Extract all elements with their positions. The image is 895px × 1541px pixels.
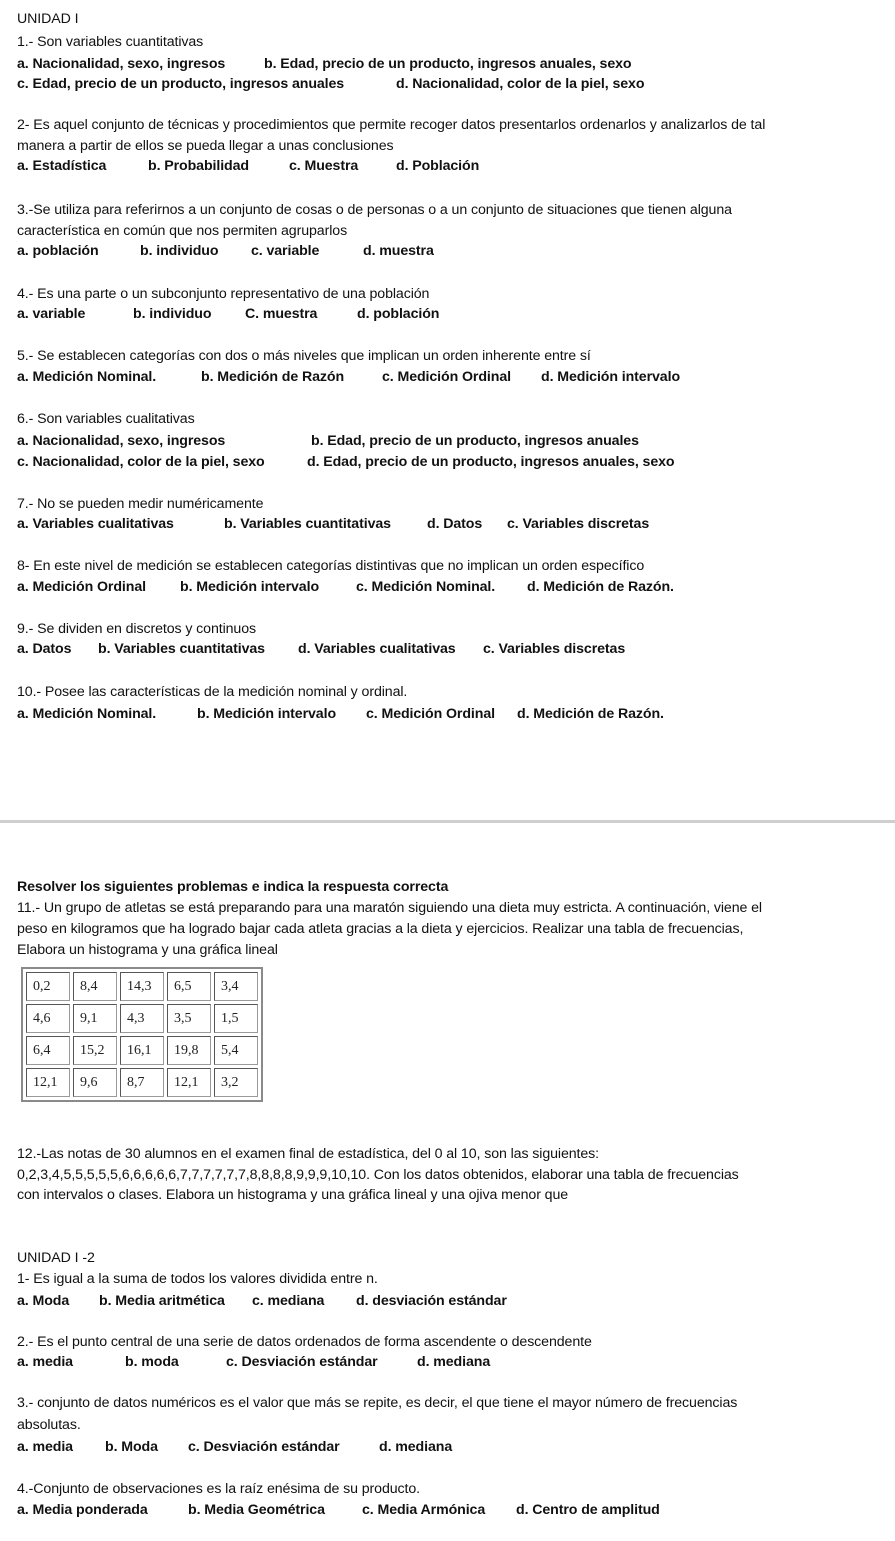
option[interactable]: d. Nacionalidad, color de la piel, sexo xyxy=(396,76,645,92)
table-cell: 3,5 xyxy=(167,1004,211,1033)
table-cell: 12,1 xyxy=(167,1068,211,1097)
table-cell: 15,2 xyxy=(73,1036,117,1065)
table-cell: 5,4 xyxy=(214,1036,258,1065)
problem-12-line1: 12.-Las notas de 30 alumnos en el examen final de estadística, del 0 al 10, son las siguientes: xyxy=(17,1146,600,1162)
option[interactable]: d. Medición de Razón. xyxy=(527,579,674,595)
unit-title: UNIDAD I xyxy=(17,11,79,27)
question-4-text: 4.- Es una parte o un subconjunto representativo de una población xyxy=(17,286,430,302)
table-cell: 4,6 xyxy=(26,1004,70,1033)
question-3-text-line1: 3.-Se utiliza para referirnos a un conjunto de cosas o de personas o a un conjunto de situaciones que tienen alguna xyxy=(17,202,732,218)
u2-question-3-text-line2: absolutas. xyxy=(17,1417,81,1433)
table-cell: 3,2 xyxy=(214,1068,258,1097)
option[interactable]: c. Medición Ordinal xyxy=(382,369,511,385)
option[interactable]: a. media xyxy=(17,1354,73,1370)
u2-question-4-options xyxy=(17,1501,660,1519)
table-cell: 8,4 xyxy=(73,972,117,1001)
question-4-options xyxy=(17,305,439,323)
option[interactable]: b. Variables cuantitativas xyxy=(224,516,391,532)
option[interactable]: c. Nacionalidad, color de la piel, sexo xyxy=(17,454,265,470)
table-row xyxy=(26,972,258,1001)
option[interactable]: d. Medición intervalo xyxy=(541,369,681,385)
problem-11-line1: 11.- Un grupo de atletas se está preparando para una maratón siguiendo una dieta muy estricta. A continuación, viene el xyxy=(17,900,762,916)
option[interactable]: d. muestra xyxy=(363,243,434,259)
table-cell: 19,8 xyxy=(167,1036,211,1065)
table-cell: 3,4 xyxy=(214,972,258,1001)
option[interactable]: c. Muestra xyxy=(289,158,359,174)
u2-question-3-options xyxy=(17,1438,452,1456)
table-cell: 1,5 xyxy=(214,1004,258,1033)
option[interactable]: a. población xyxy=(17,243,99,259)
question-8-options xyxy=(17,578,674,596)
option[interactable]: c. Variables discretas xyxy=(507,516,650,532)
option[interactable]: b. individuo xyxy=(140,243,219,259)
problem-11-line2: peso en kilogramos que ha logrado bajar cada atleta gracias a la dieta y ejercicios. Realizar una tabla de frecuencias, xyxy=(17,921,744,937)
u2-question-2-text: 2.- Es el punto central de una serie de datos ordenados de forma ascendente o descendente xyxy=(17,1334,592,1350)
option[interactable]: a. Medición Nominal. xyxy=(17,706,157,722)
question-6-options-row1 xyxy=(17,432,639,450)
problem-12-line2: 0,2,3,4,5,5,5,5,5,6,6,6,6,6,7,7,7,7,7,7,8,8,8,8,9,9,9,10,10. Con los datos obtenidos, elaborar una tabla de frecuencias xyxy=(17,1167,739,1183)
question-2-text-line1: 2- Es aquel conjunto de técnicas y procedimientos que permite recoger datos presentarlos ordenarlos y analizarlos de tal xyxy=(17,117,766,133)
table-cell: 12,1 xyxy=(26,1068,70,1097)
option[interactable]: b. Moda xyxy=(105,1439,158,1455)
option[interactable]: d. Variables cualitativas xyxy=(298,641,456,657)
question-3-options xyxy=(17,242,434,260)
option[interactable]: c. Desviación estándar xyxy=(188,1439,340,1455)
option[interactable]: d. población xyxy=(357,306,440,322)
table-cell: 0,2 xyxy=(26,972,70,1001)
question-1-text: 1.- Son variables cuantitativas xyxy=(17,34,204,50)
table-cell: 9,1 xyxy=(73,1004,117,1033)
option[interactable]: b. individuo xyxy=(133,306,212,322)
option[interactable]: d. mediana xyxy=(417,1354,491,1370)
question-5-text: 5.- Se establecen categorías con dos o más niveles que implican un orden inherente entre sí xyxy=(17,348,591,364)
option[interactable]: a. media xyxy=(17,1439,73,1455)
option[interactable]: a. Estadística xyxy=(17,158,107,174)
table-cell: 9,6 xyxy=(73,1068,117,1097)
question-2-options xyxy=(17,157,479,175)
option[interactable]: a. Medición Nominal. xyxy=(17,369,157,385)
question-10-options xyxy=(17,705,664,723)
u2-question-4-text: 4.-Conjunto de observaciones es la raíz enésima de su producto. xyxy=(17,1481,421,1497)
table-cell: 6,4 xyxy=(26,1036,70,1065)
question-7-options xyxy=(17,515,649,533)
question-7-text: 7.- No se pueden medir numéricamente xyxy=(17,496,264,512)
option[interactable]: a. Variables cualitativas xyxy=(17,516,174,532)
option[interactable]: d. Población xyxy=(396,158,480,174)
u2-question-2-options xyxy=(17,1353,490,1371)
table-row xyxy=(26,1068,258,1097)
table-row xyxy=(26,1036,258,1065)
u2-question-1-text: 1- Es igual a la suma de todos los valores dividida entre n. xyxy=(17,1271,378,1287)
option[interactable]: d. Datos xyxy=(427,516,483,532)
option[interactable]: a. Moda xyxy=(17,1293,70,1309)
option[interactable]: c. mediana xyxy=(252,1293,325,1309)
question-10-text: 10.- Posee las características de la medición nominal y ordinal. xyxy=(17,684,408,700)
option[interactable]: b. Media aritmética xyxy=(99,1293,225,1309)
option[interactable]: a. Nacionalidad, sexo, ingresos xyxy=(17,433,226,449)
question-5-options xyxy=(17,368,680,386)
option[interactable]: b. Media Geométrica xyxy=(188,1502,325,1518)
option[interactable]: c. Desviación estándar xyxy=(226,1354,378,1370)
table-cell: 6,5 xyxy=(167,972,211,1001)
option[interactable]: b. Medición intervalo xyxy=(180,579,320,595)
problem-11-line3: Elabora un histograma y una gráfica lineal xyxy=(17,942,278,958)
option[interactable]: a. Nacionalidad, sexo, ingresos xyxy=(17,56,226,72)
option[interactable]: d. Centro de amplitud xyxy=(516,1502,660,1518)
option[interactable]: a. Datos xyxy=(17,641,72,657)
question-2-text-line2: manera a partir de ellos se pueda llegar a unas conclusiones xyxy=(17,138,394,154)
option[interactable]: a. Medición Ordinal xyxy=(17,579,146,595)
question-6-options-row2 xyxy=(17,453,675,471)
question-9-text: 9.- Se dividen en discretos y continuos xyxy=(17,621,256,637)
option[interactable]: b. Edad, precio de un producto, ingresos anuales, sexo xyxy=(264,56,632,72)
option[interactable]: d. mediana xyxy=(379,1439,453,1455)
question-8-text: 8- En este nivel de medición se establecen categorías distintivas que no implican un orden específico xyxy=(17,558,645,574)
option[interactable]: b. Medición intervalo xyxy=(197,706,337,722)
question-1-options-row2 xyxy=(17,75,644,93)
option[interactable]: b. Edad, precio de un producto, ingresos anuales xyxy=(311,433,639,449)
question-6-text: 6.- Son variables cualitativas xyxy=(17,411,195,427)
question-3-text-line2: característica en común que nos permiten agruparlos xyxy=(17,223,348,239)
problem-12-line3: con intervalos o clases. Elabora un histograma y una gráfica lineal y una ojiva menor que xyxy=(17,1187,569,1203)
table-cell: 8,7 xyxy=(120,1068,164,1097)
option[interactable]: a. Media ponderada xyxy=(17,1502,148,1518)
option[interactable]: b. Probabilidad xyxy=(148,158,249,174)
section-divider xyxy=(0,820,895,823)
option[interactable]: b. Variables cuantitativas xyxy=(98,641,265,657)
option[interactable]: b. Medición de Razón xyxy=(201,369,345,385)
option[interactable]: c. Variables discretas xyxy=(483,641,626,657)
table-row xyxy=(26,1004,258,1033)
option[interactable]: c. Edad, precio de un producto, ingresos anuales xyxy=(17,76,345,92)
unit2-title: UNIDAD I -2 xyxy=(17,1250,95,1266)
table-cell: 4,3 xyxy=(120,1004,164,1033)
option[interactable]: c. variable xyxy=(251,243,320,259)
table-cell: 14,3 xyxy=(120,972,164,1001)
option[interactable]: d. desviación estándar xyxy=(356,1293,507,1309)
option[interactable]: a. variable xyxy=(17,306,86,322)
question-9-options xyxy=(17,640,625,658)
option[interactable]: C. muestra xyxy=(245,306,318,322)
option[interactable]: c. Media Armónica xyxy=(362,1502,486,1518)
option[interactable]: d. Medición de Razón. xyxy=(517,706,664,722)
question-1-options-row1 xyxy=(17,55,632,73)
option[interactable]: b. moda xyxy=(125,1354,179,1370)
option[interactable]: c. Medición Nominal. xyxy=(356,579,496,595)
option[interactable]: c. Medición Ordinal xyxy=(366,706,495,722)
u2-question-3-text-line1: 3.- conjunto de datos numéricos es el valor que más se repite, es decir, el que tiene el mayor número de frecuencias xyxy=(17,1395,738,1411)
problems-heading: Resolver los siguientes problemas e indica la respuesta correcta xyxy=(17,879,449,895)
table-cell: 16,1 xyxy=(120,1036,164,1065)
option[interactable]: d. Edad, precio de un producto, ingresos anuales, sexo xyxy=(307,454,675,470)
weights-table xyxy=(21,967,263,1102)
u2-question-1-options xyxy=(17,1292,507,1310)
